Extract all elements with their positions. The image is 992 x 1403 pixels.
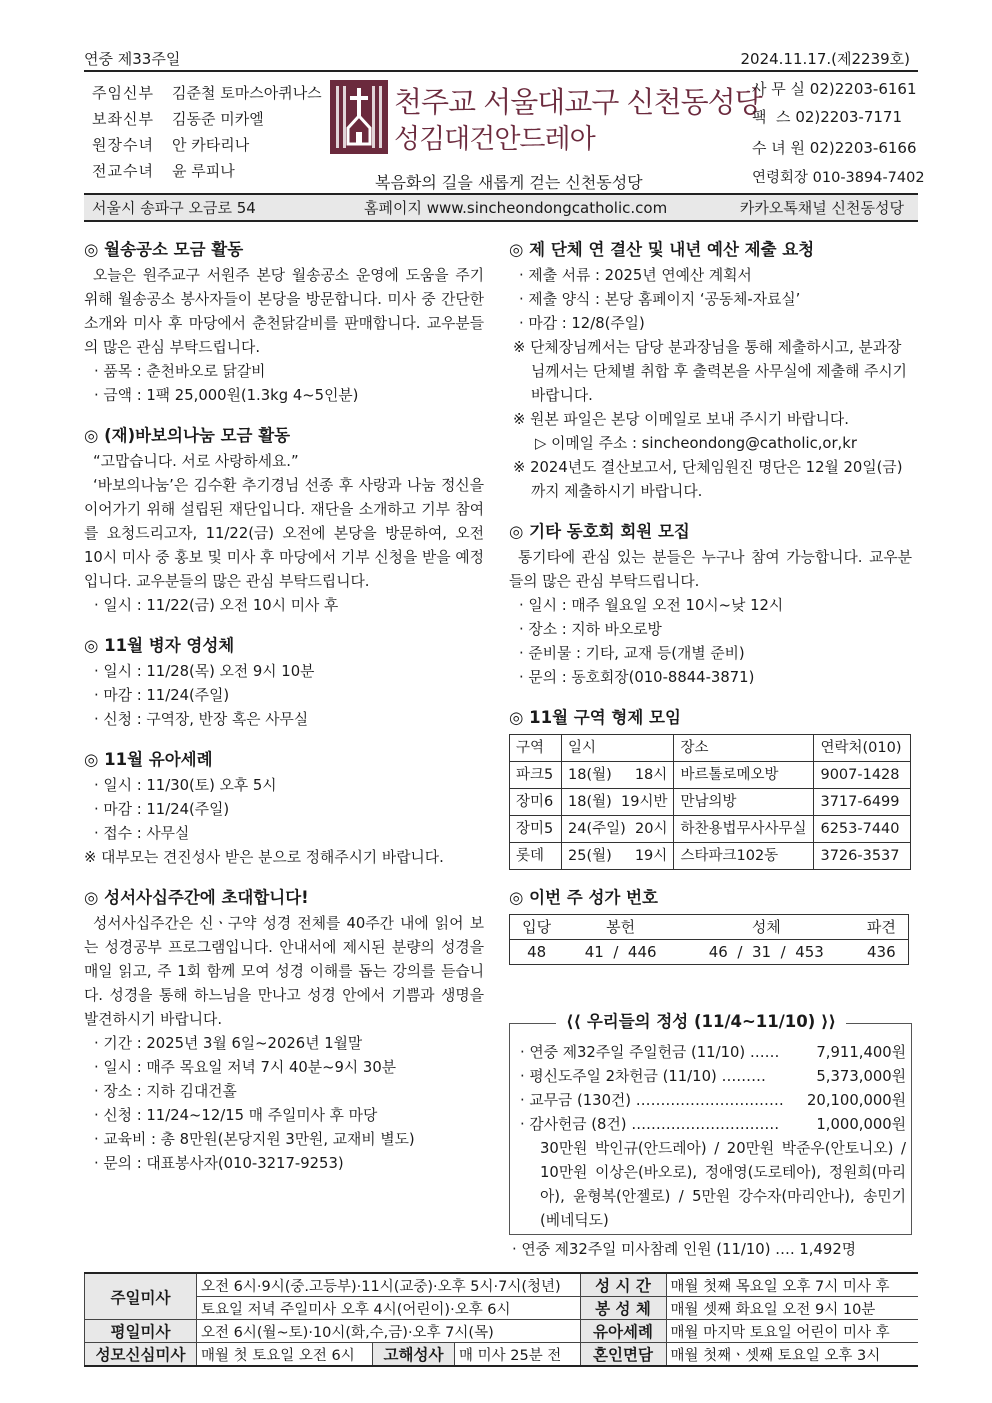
address: 서울시 송파구 오금로 54: [92, 199, 256, 217]
note: ※ 단체장님께서는 담당 분과장님을 통해 제출하시고, 분과장님께서는 단체별 취합 후 출력본을 사무실에 제출해 주시기 바랍니다.: [513, 339, 907, 404]
sunday-mass-label: 주일미사: [85, 1273, 197, 1320]
list-item: · 준비물 : 기타, 교재 등(개별 준비): [519, 645, 745, 662]
offering-line: · 연중 제32주일 주일헌금 (11/10) …… 7,911,400원: [520, 1044, 906, 1061]
table-cell: 스타파크102동: [674, 843, 814, 870]
divider: [84, 193, 918, 195]
list-item: · 품목 : 춘천바오로 닭갈비: [94, 363, 266, 380]
note: ※ 원본 파일은 본당 이메일로 보내 주시기 바랍니다.: [513, 411, 849, 428]
list-item: · 일시 : 매주 목요일 저녁 7시 40분~9시 30분: [94, 1059, 397, 1076]
saturday-mass-times: 토요일 저녁 주일미사 오후 4시(어린이)·오후 6시: [197, 1297, 581, 1320]
section-body: ‘바보의나눔’은 김수환 추기경님 선종 후 사랑과 나눔 정신을 이어가기 위해 설립된 재단입니다. 재단을 소개하고 기부 참여를 요청드리고자, 11/22(금) 오전에 본당을 방문하여, 오전 10시 미사 중 홍보 및 미사 후 마당에서 기부 신청을 받을 예정입니다. 교우분들의 많은 관심 부탁드립니다.: [84, 477, 484, 590]
hymn-table: [509, 914, 909, 965]
marian-mass-label: 성모신심미사: [85, 1343, 197, 1367]
infant-baptism-time: 매월 마지막 토요일 어린이 미사 후: [666, 1320, 918, 1343]
table-row: [510, 789, 911, 816]
hymn-number: 46 / 31 / 453: [708, 943, 824, 961]
confession-label: 고해성사: [373, 1343, 455, 1367]
table-cell: 하찬용법무사사무실: [674, 816, 814, 843]
table-header-row: [510, 735, 911, 762]
section-title: ◎ 11월 구역 형제 모임: [509, 708, 681, 727]
list-item: · 금액 : 1팩 25,000원(1.3kg 4~5인분): [94, 387, 359, 404]
list-item: · 제출 서류 : 2025년 연예산 계획서: [519, 267, 752, 284]
communion-sick-time: 매월 셋째 화요일 오전 9시 10분: [666, 1297, 918, 1320]
section-title: ◎ 11월 유아세례: [84, 750, 213, 769]
table-cell: 18(월) 19시반: [562, 789, 674, 816]
table-cell: 장미6: [510, 789, 562, 816]
weekday-mass-label: 평일미사: [85, 1320, 197, 1343]
list-item: · 신청 : 구역장, 반장 혹은 사무실: [94, 711, 309, 728]
holy-hour-label: 성 시 간: [580, 1273, 666, 1297]
kakao-channel[interactable]: 카카오톡채널 신천동성당: [739, 199, 904, 217]
confession-time: 매 미사 25분 전: [455, 1343, 581, 1367]
table-cell: 25(월) 19시: [562, 843, 674, 870]
column-header: 장소: [674, 735, 814, 762]
column-header: 일시: [562, 735, 674, 762]
list-item: · 마감 : 11/24(주일): [94, 801, 230, 818]
section-body: 통기타에 관심 있는 분들은 누구나 참여 가능합니다. 교우분들의 많은 관심 부탁드립니다.: [509, 549, 912, 590]
section-quote: “고맙습니다. 서로 사랑하세요.”: [93, 453, 299, 470]
communion-sick-label: 봉 성 체: [580, 1297, 666, 1320]
table-cell: 장미5: [510, 816, 562, 843]
list-item: · 교육비 : 총 8만원(본당지원 3만원, 교재비 별도): [94, 1131, 415, 1148]
church-name: 천주교 서울대교구 신천동성당: [394, 85, 762, 119]
group-meeting-table: [509, 734, 911, 870]
section-body: 성서사십주간은 신ㆍ구약 성경 전체를 40주간 내에 읽어 보는 성경공부 프로그램입니다. 안내서에 제시된 분량의 성경을 매일 읽고, 주 1회 함께 모여 성경 이해를 돕는 강의를 듣습니다. 성경을 통해 하느님을 만나고 성경 안에서 기쁨과 생명을 발견하시기 바랍니다.: [84, 915, 484, 1028]
list-item: · 신청 : 11/24~12/15 매 주일미사 후 마당: [94, 1107, 378, 1124]
note: ※ 대부모는 견진성사 받은 분으로 정해주시기 바랍니다.: [84, 849, 444, 866]
section-title: ◎ 제 단체 연 결산 및 내년 예산 제출 요청: [509, 240, 815, 259]
offering-line: · 평신도주일 2차헌금 (11/10) ……… 5,373,000원: [520, 1068, 906, 1085]
marriage-interview-label: 혼인면담: [580, 1343, 666, 1367]
contact-funeral: 연령회장 010-3894-7402: [752, 170, 925, 186]
homepage-link[interactable]: 홈페이지 www.sincheondongcatholic.com: [364, 199, 668, 217]
table-cell: 3726-3537: [814, 843, 911, 870]
list-item: · 제출 양식 : 본당 홈페이지 ‘공동체-자료실’: [519, 291, 801, 308]
divider: [84, 220, 918, 222]
staff-row: 전교수녀 윤 루피나: [92, 162, 235, 180]
offering-line: · 교무금 (130건) ………………………… 20,100,000원: [520, 1092, 906, 1109]
divider: [84, 70, 918, 72]
sunday-mass-times: 오전 6시·9시(중.고등부)·11시(교중)·오후 5시·7시(청년): [197, 1273, 581, 1297]
list-item: · 접수 : 사무실: [94, 825, 190, 842]
staff-row: 원장수녀 안 카타리나: [92, 136, 250, 154]
list-item: · 일시 : 매주 월요일 오전 10시~낮 12시: [519, 597, 784, 614]
church-logo: [330, 80, 388, 154]
section-title: ◎ 기타 동호회 회원 모집: [509, 522, 690, 541]
list-item: · 문의 : 동호회장(010-8844-3871): [519, 669, 755, 686]
offering-line: · 감사헌금 (8건) ………………………… 1,000,000원: [520, 1116, 906, 1133]
infant-baptism-label: 유아세례: [580, 1320, 666, 1343]
list-item: · 일시 : 11/28(목) 오전 9시 10분: [94, 663, 315, 680]
column-header: 입당: [522, 918, 552, 936]
list-item: · 마감 : 11/24(주일): [94, 687, 230, 704]
offerings-title: ⟨⟨ 우리들의 정성 (11/4~11/10) ⟩⟩: [556, 1008, 846, 1032]
list-item: · 마감 : 12/8(주일): [519, 315, 645, 332]
section-title: ◎ 성서사십주간에 초대합니다!: [84, 888, 309, 907]
contact-fax: 팩 스 02)2203-7171: [752, 108, 903, 126]
hymn-number: 41 / 446: [584, 943, 657, 961]
hymn-number: 436: [867, 943, 896, 961]
list-item: · 장소 : 지하 김대건홀: [94, 1083, 237, 1100]
note: ※ 2024년도 결산보고서, 단체임원진 명단은 12월 20일(금)까지 제출하시기 바랍니다.: [513, 459, 903, 500]
column-header: 파견: [866, 918, 896, 936]
holy-hour-time: 매월 첫째 목요일 오후 7시 미사 후: [666, 1273, 918, 1297]
section-title: ◎ (재)바보의나눔 모금 활동: [84, 426, 291, 445]
contact-office: 사 무 실 02)2203-6161: [752, 80, 917, 98]
right-column: [509, 238, 912, 965]
left-column: [84, 238, 484, 1176]
section-title: ◎ 이번 주 성가 번호: [509, 888, 658, 907]
hymn-number: 48: [527, 943, 547, 961]
table-cell: 롯데: [510, 843, 562, 870]
column-header: 연락처(010): [814, 735, 911, 762]
table-cell: 6253-7440: [814, 816, 911, 843]
church-patron: 성김대건안드레아: [394, 124, 595, 155]
slogan: 복음화의 길을 새롭게 걷는 신천동성당: [375, 173, 643, 192]
list-item: · 일시 : 11/30(토) 오후 5시: [94, 777, 277, 794]
list-item: · 문의 : 대표봉사자(010-3217-9253): [94, 1155, 344, 1172]
table-cell: 24(주일) 20시: [562, 816, 674, 843]
list-item: · 장소 : 지하 바오로방: [519, 621, 662, 638]
issue-date: 2024.11.17.(제2239호): [740, 50, 910, 68]
table-cell: 18(월) 18시: [562, 762, 674, 789]
table-cell: 9007-1428: [814, 762, 911, 789]
column-header: 구역: [510, 735, 562, 762]
staff-row: 주임신부 김준철 토마스아퀴나스: [92, 84, 322, 102]
column-header: 봉헌: [606, 918, 636, 936]
list-item: · 일시 : 11/22(금) 오전 10시 미사 후: [94, 597, 339, 614]
column-header: 성체: [751, 918, 781, 936]
list-item: · 기간 : 2025년 3월 6일~2026년 1월말: [94, 1035, 363, 1052]
table-cell: 바르톨로메오방: [674, 762, 814, 789]
section-title: ◎ 월송공소 모금 활동: [84, 240, 244, 259]
attendance: · 연중 제32주일 미사참례 인원 (11/10) …. 1,492명: [512, 1241, 857, 1258]
table-row: [510, 843, 911, 870]
table-cell: 만남의방: [674, 789, 814, 816]
section-title: ◎ 11월 병자 영성체: [84, 636, 235, 655]
mass-schedule: [84, 1272, 918, 1367]
liturgical-week: 연중 제33주일: [84, 50, 181, 68]
table-cell: 3717-6499: [814, 789, 911, 816]
table-row: [510, 816, 911, 843]
contact-convent: 수 녀 원 02)2203-6166: [752, 139, 917, 157]
staff-row: 보좌신부 김동준 미카엘: [92, 110, 264, 128]
weekday-mass-times: 오전 6시(월~토)·10시(화,수,금)·오후 7시(목): [197, 1320, 581, 1343]
marriage-interview-time: 매월 첫째ㆍ셋째 토요일 오후 3시: [666, 1343, 918, 1367]
thanks-donors: 30만원 박인규(안드레아) / 20만원 박준우(안토니오) / 10만원 이상은(바오로), 정애영(도로테아), 정원희(마리아), 윤형복(안젤로) / 5만원 강수자(마리안나), 송민기(베네딕도): [540, 1140, 906, 1229]
table-cell: 파크5: [510, 762, 562, 789]
section-body: 오늘은 원주교구 서원주 본당 월송공소 운영에 도움을 주기 위해 월송공소 봉사자들이 본당을 방문합니다. 미사 중 간단한 소개와 미사 후 마당에서 춘천닭갈비를 판매합니다. 교우분들의 많은 관심 부탁드립니다.: [84, 267, 484, 356]
marian-mass-time: 매월 첫 토요일 오전 6시: [197, 1343, 373, 1367]
table-row: [510, 762, 911, 789]
offerings-list: [520, 1041, 906, 1233]
email-address: ▷ 이메일 주소 : sincheondong@catholic,or,kr: [535, 435, 857, 452]
